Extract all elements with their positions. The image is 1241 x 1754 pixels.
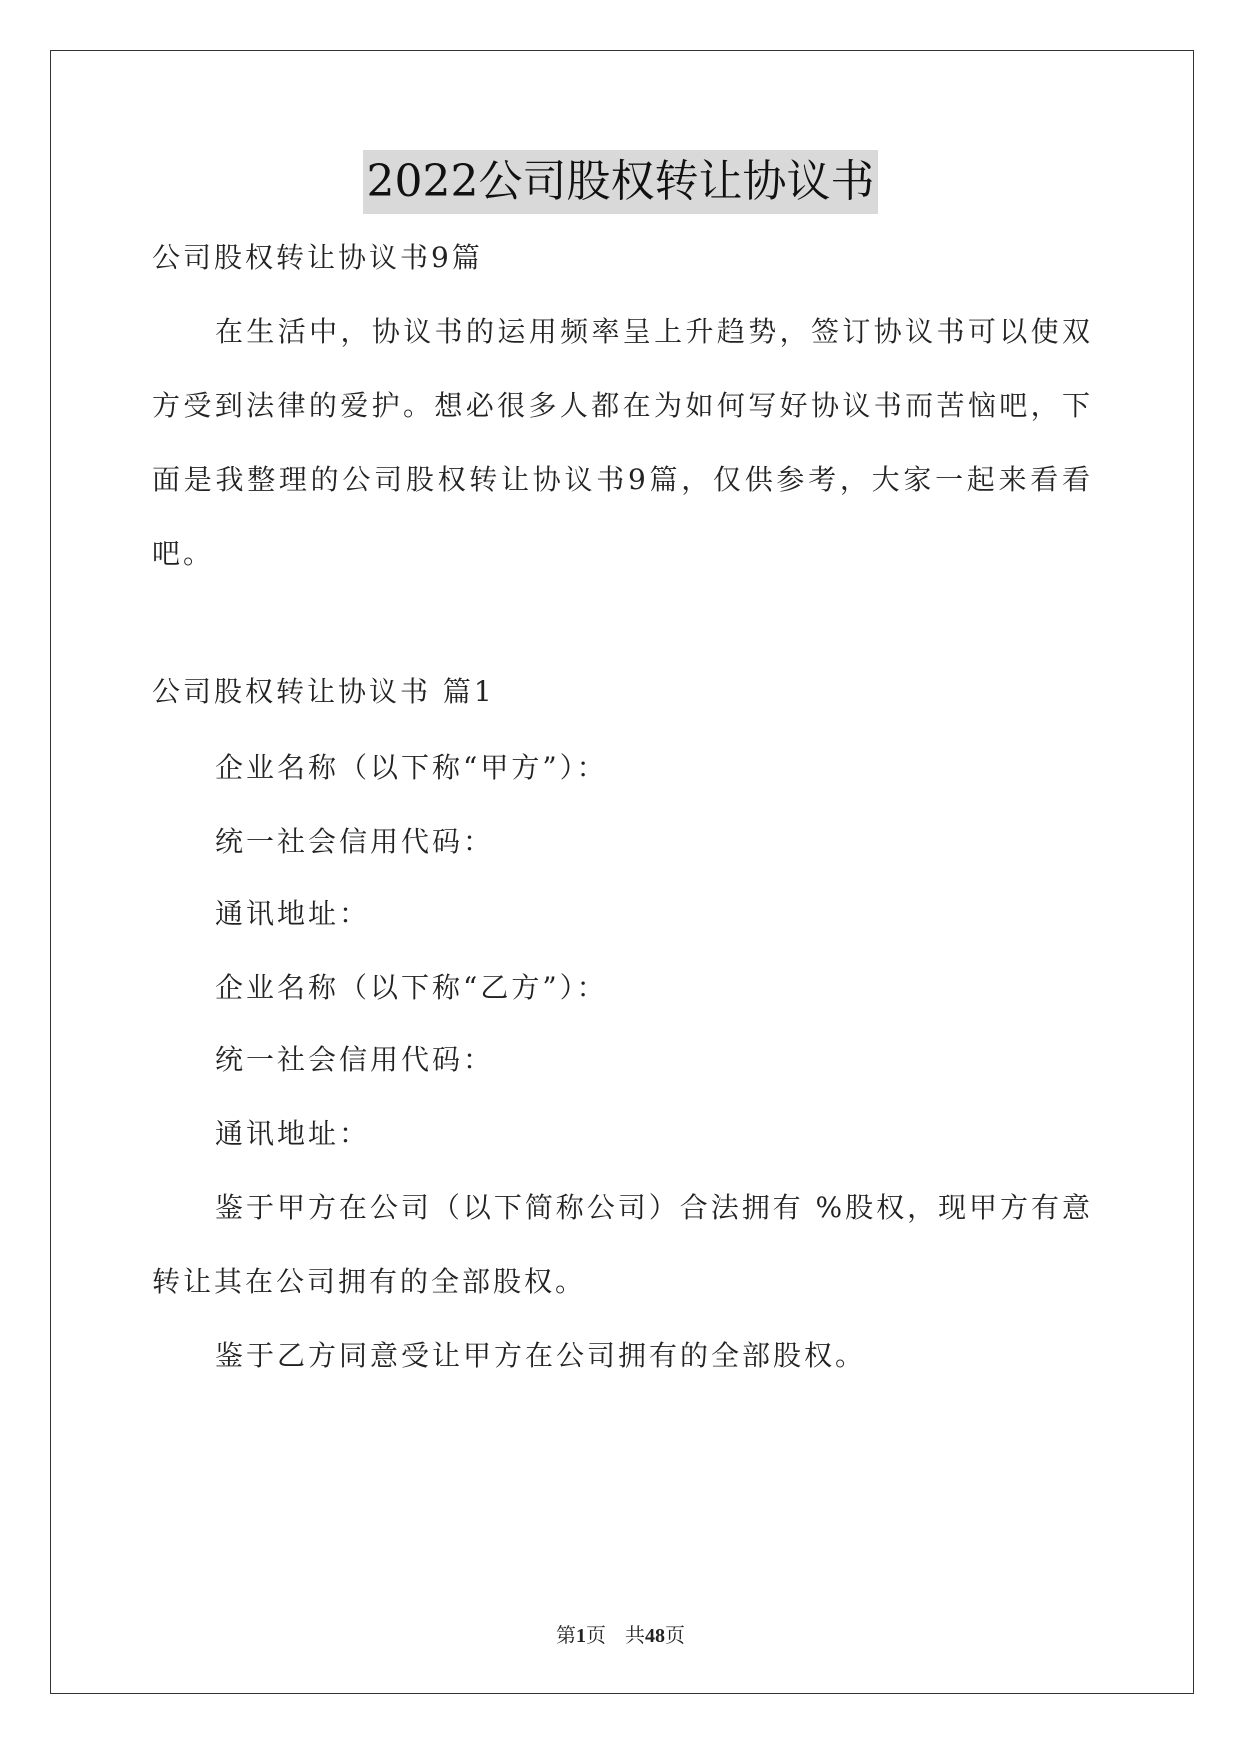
title-wrap (0, 150, 1241, 214)
document-subtitle: 公司股权转让协议书9篇 (152, 241, 483, 274)
intro-line-3: 面是我整理的公司股权转让协议书9篇，仅供参考，大家一起来看看 (152, 463, 1090, 496)
footer-total-pages: 48 (645, 1625, 666, 1647)
footer-prefix: 第 (555, 1623, 576, 1647)
party-a-credit-code: 统一社会信用代码： (215, 825, 495, 858)
page-border (50, 50, 1194, 1694)
intro-line-4: 吧。 (152, 537, 215, 570)
section-heading: 公司股权转让协议书 篇1 (152, 675, 495, 708)
intro-line-1: 在生活中，协议书的运用频率呈上升趋势，签订协议书可以使双 (215, 315, 1090, 348)
party-a-name: 企业名称（以下称“甲方”）： (215, 751, 608, 784)
party-b-name: 企业名称（以下称“乙方”）： (215, 971, 608, 1004)
party-a-address: 通讯地址： (215, 897, 371, 930)
clause-1-line-2: 转让其在公司拥有的全部股权。 (152, 1265, 587, 1298)
party-b-credit-code: 统一社会信用代码： (215, 1043, 495, 1076)
document-title: 2022公司股权转让协议书 (363, 150, 879, 214)
clause-2: 鉴于乙方同意受让甲方在公司拥有的全部股权。 (215, 1339, 867, 1372)
footer-middle: 页 共 (585, 1623, 646, 1647)
clause-1-line-1: 鉴于甲方在公司（以下简称公司）合法拥有 %股权，现甲方有意 (215, 1191, 1090, 1224)
page-footer (0, 1622, 1241, 1649)
party-b-address: 通讯地址： (215, 1117, 371, 1150)
footer-page-number: 1 (575, 1625, 586, 1647)
footer-suffix: 页 (665, 1623, 686, 1647)
intro-line-2: 方受到法律的爱护。想必很多人都在为如何写好协议书而苦恼吧，下 (152, 389, 1090, 422)
